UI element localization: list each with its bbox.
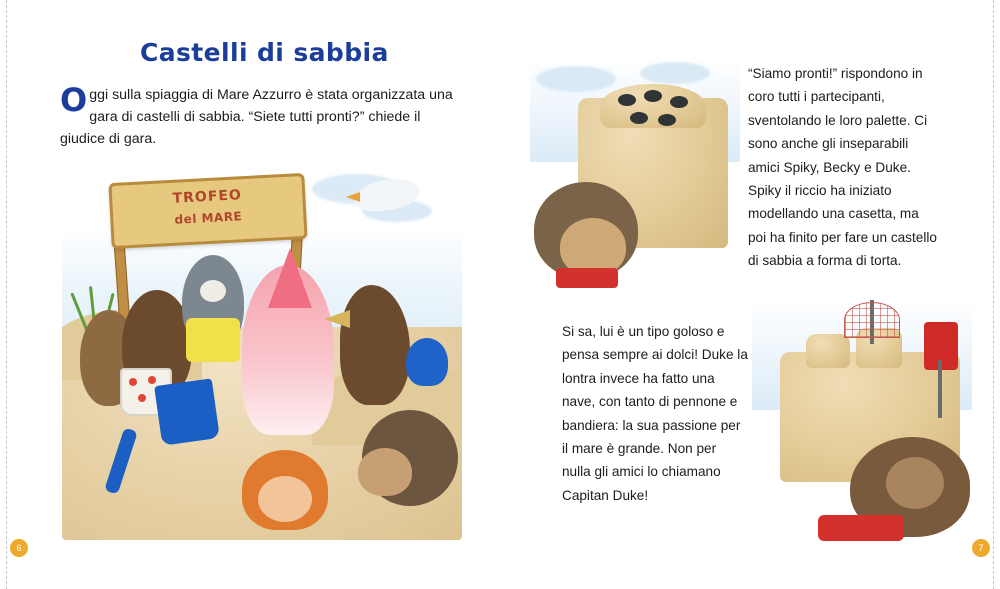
duke-face <box>886 457 944 509</box>
sign-title: TROFEO <box>172 187 243 207</box>
drop-cap: O <box>60 81 88 119</box>
castle-hole <box>658 114 676 126</box>
cloud-shape <box>536 66 616 92</box>
hedgehog-face <box>358 448 412 496</box>
duke-red-scarf <box>818 515 904 541</box>
right-top-paragraph: “Siamo pronti!” rispondono in coro tutti i partecipanti, sventolando le loro palette. Ci sono anche gli inseparabili amici Spiky, Becky e Duke. Spiky il riccio ha iniziato modellando una casetta, ma poi ha finito per fare un castello di sabbia a forma di torta. <box>748 66 937 268</box>
castle-hole <box>644 90 662 102</box>
castle-hole <box>630 112 648 124</box>
bucket-dot <box>148 376 156 384</box>
sand-tower <box>806 334 850 368</box>
page-number-left: 6 <box>10 539 28 557</box>
sign-subtitle: del MARE <box>174 209 243 227</box>
page-title: Castelli di sabbia <box>140 38 389 67</box>
rigging-net <box>844 302 900 338</box>
blue-shovel-blade <box>154 378 220 445</box>
seagull-beak <box>346 192 360 202</box>
right-bottom-text <box>562 320 748 507</box>
illustration-beach-contest <box>62 160 462 540</box>
castle-hole <box>618 94 636 106</box>
castle-hole <box>670 96 688 108</box>
spiky-red-scarf <box>556 268 618 288</box>
left-paragraph: ggi sulla spiaggia di Mare Azzurro è stata organizzata una gara di castelli di sabbia. “Siete tutti pronti?” chiede il giudice di gara. <box>60 87 453 147</box>
flag-mast <box>938 360 942 418</box>
wolf-muzzle <box>200 280 226 302</box>
right-top-text <box>748 62 940 272</box>
fox-face <box>258 476 312 522</box>
illustration-duke-sand-ship <box>752 300 972 545</box>
illustration-spiky-cake-castle <box>530 58 740 288</box>
blue-mitt <box>406 338 448 386</box>
bucket-dot <box>138 394 146 402</box>
cloud-shape <box>640 62 710 84</box>
page-number-right: 7 <box>972 539 990 557</box>
pink-creature-hat <box>268 248 312 308</box>
contest-sign <box>108 173 307 249</box>
right-bottom-paragraph: Si sa, lui è un tipo goloso e pensa sempre ai dolci! Duke la lontra invece ha fatto una nave, con tanto di pennone e bandiera: la sua passione per il mare è grande. Non per nulla gli amici lo chiamano Capitan Duke! <box>562 324 748 503</box>
goose-beak <box>324 310 350 328</box>
left-body-text <box>60 81 460 150</box>
bucket-dot <box>129 378 137 386</box>
wolf-shirt <box>186 318 240 362</box>
right-page <box>500 0 1000 589</box>
